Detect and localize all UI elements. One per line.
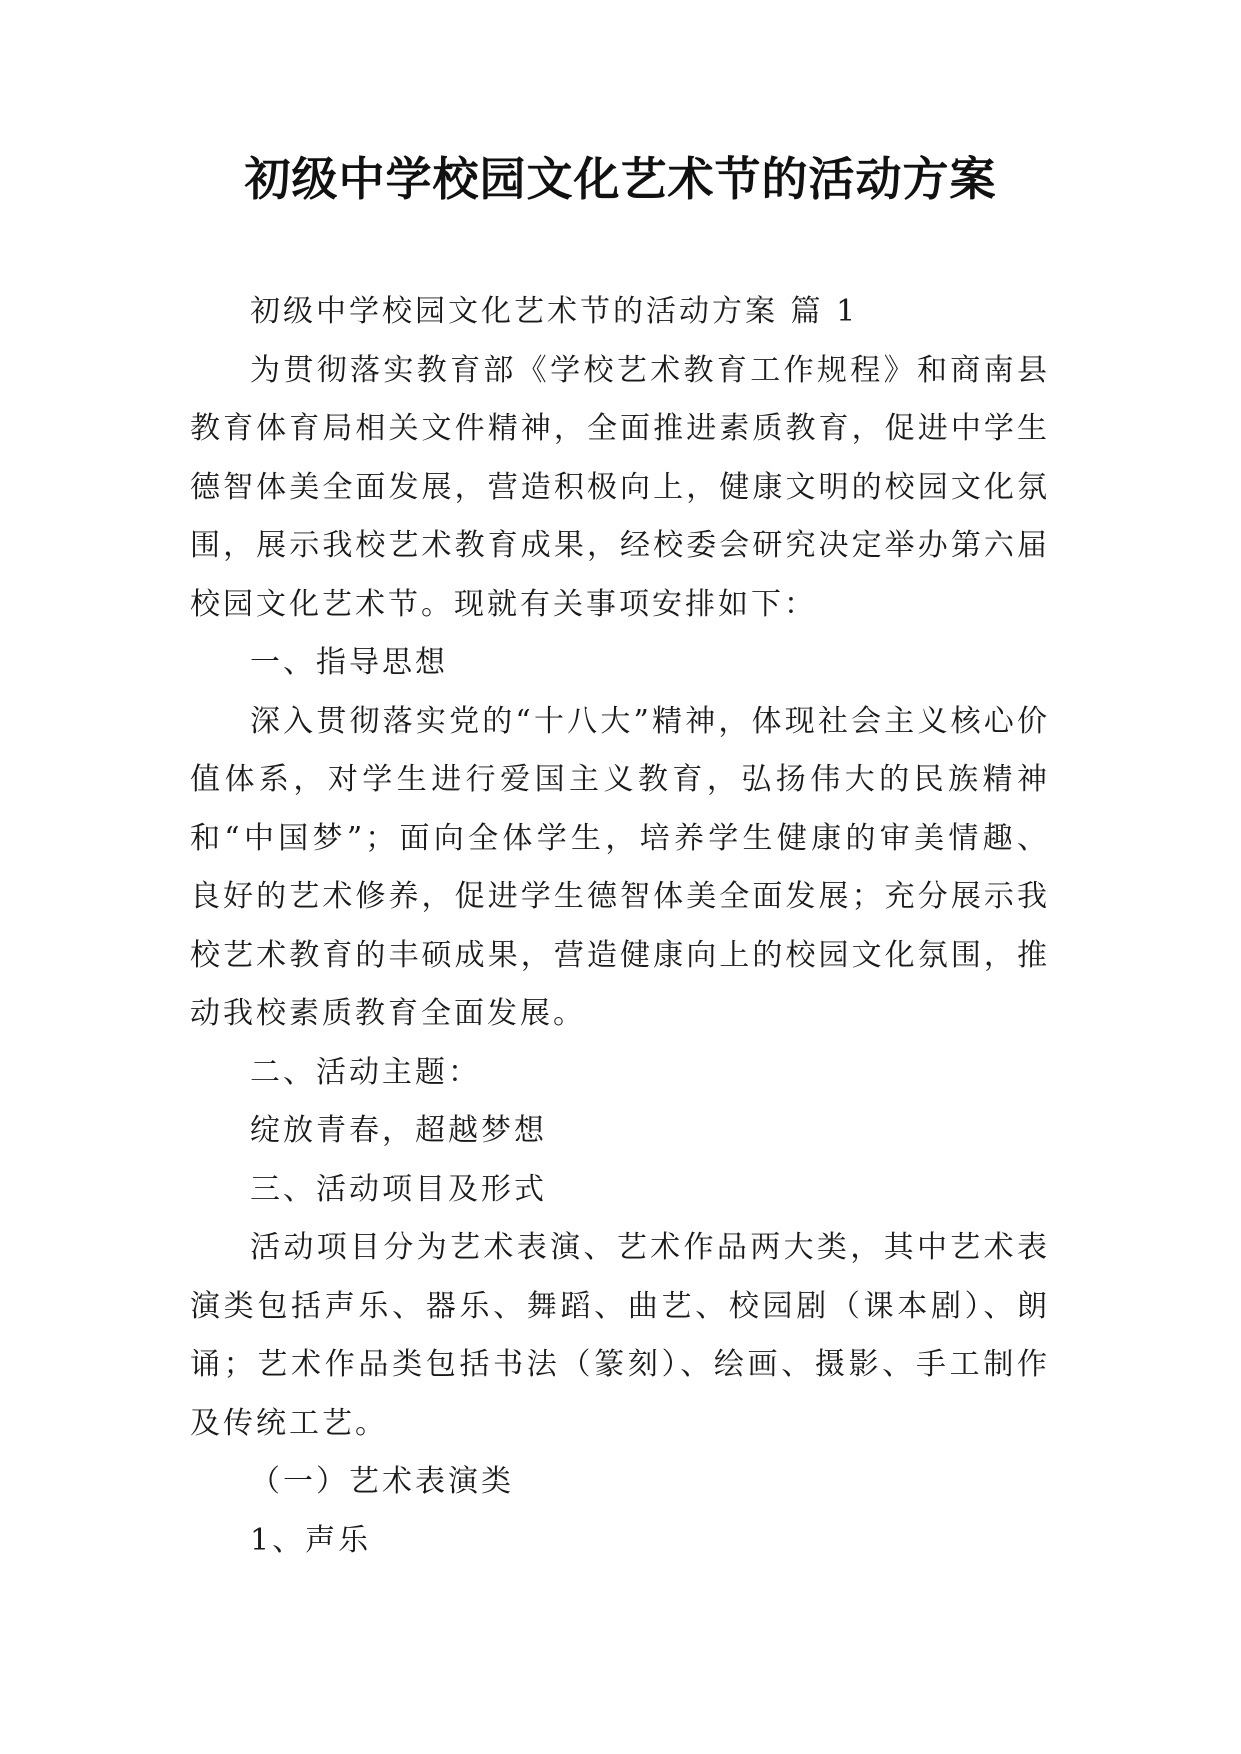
paragraph-intro: 为贯彻落实教育部《学校艺术教育工作规程》和商南县教育体育局相关文件精神，全面推进素质教育，促进中学生德智体美全面发展，营造积极向上，健康文明的校园文化氛围，展示我校艺术教育成果，经校委会研究决定举办第六届校园文化艺术节。现就有关事项安排如下：: [190, 352, 1050, 622]
document-body: [190, 283, 1050, 1570]
heading-activity-theme: 二、活动主题：: [250, 1054, 481, 1090]
paragraph-guiding-ideology: 深入贯彻落实党的“十八大”精神，体现社会主义核心价值体系，对学生进行爱国主义教育，弘扬伟大的民族精神和“中国梦”；面向全体学生，培养学生健康的审美情趣、良好的艺术修养，促进学生德智体美全面发展；充分展示我校艺术教育的丰硕成果，营造健康向上的校园文化氛围，推动我校素质教育全面发展。: [190, 703, 1050, 1031]
document-title: 初级中学校园文化艺术节的活动方案: [244, 152, 997, 206]
paragraph-activity-theme: 绽放青春，超越梦想: [250, 1113, 547, 1148]
paragraph-activity-items: 活动项目分为艺术表演、艺术作品两大类，其中艺术表演类包括声乐、器乐、舞蹈、曲艺、校园剧（课本剧）、朗诵；艺术作品类包括书法（篆刻）、绘画、摄影、手工制作及传统工艺。: [190, 1230, 1050, 1441]
heading-guiding-ideology: 一、指导思想: [250, 645, 448, 680]
subheading-performance: （一）艺术表演类: [250, 1464, 514, 1499]
section-heading-pian1: 初级中学校园文化艺术节的活动方案 篇 1: [250, 294, 859, 329]
heading-activity-items: 三、活动项目及形式: [250, 1171, 547, 1207]
item-vocal-music: 1、声乐: [250, 1522, 372, 1558]
